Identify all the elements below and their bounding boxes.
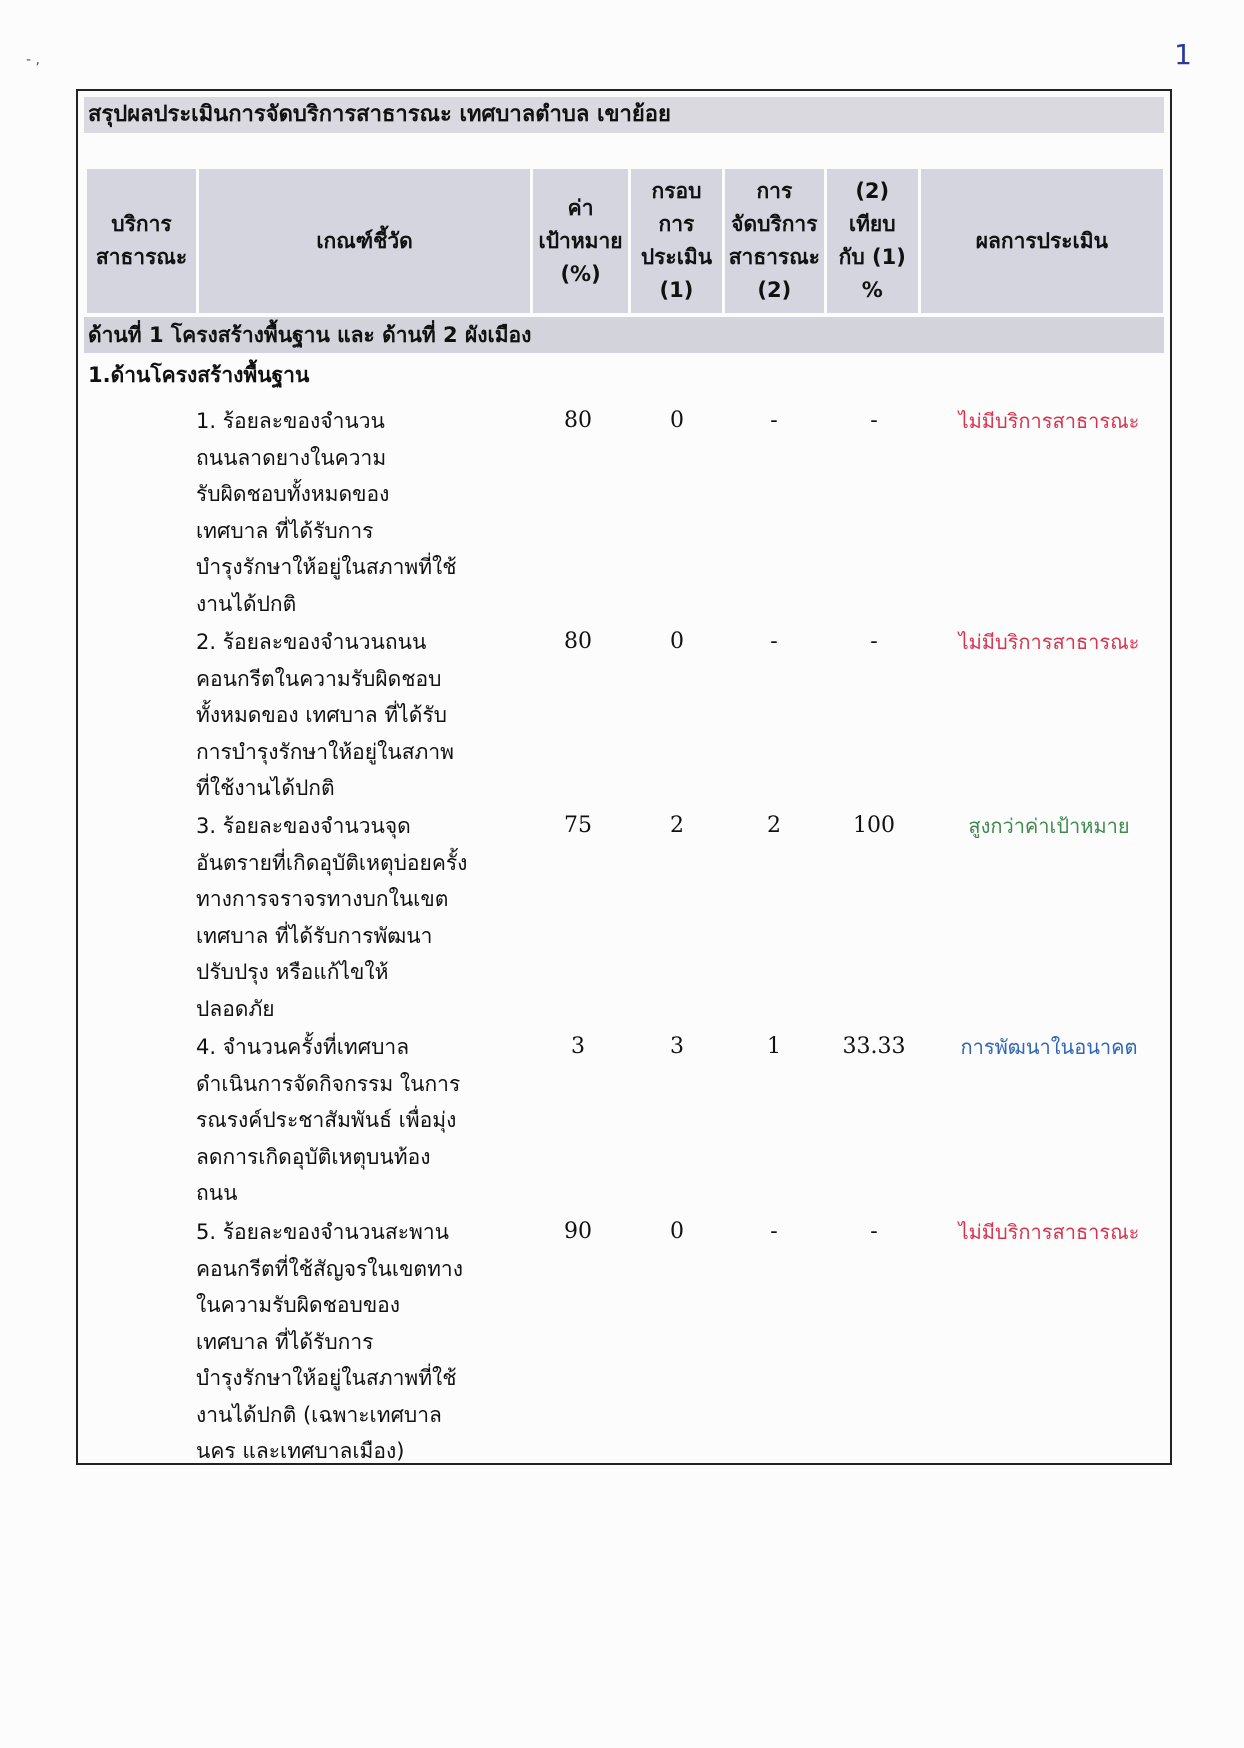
page-number: 1 — [1174, 38, 1192, 71]
scan-mark: - , — [26, 52, 40, 68]
ratio-value: 100 — [853, 813, 895, 838]
column-header-public-service: การ จัดบริการ สาธารณะ (2) — [725, 169, 824, 313]
column-header-criteria: เกณฑ์ชี้วัด — [199, 169, 530, 313]
criterion-text: 5. ร้อยละของจำนวนสะพาน คอนกรีตที่ใช้สัญจรในเขตทาง ในความรับผิดชอบของ เทศบาล ที่ได้รับการ บำรุงรักษาให้อยู่ในสภาพที่ใช้ งานได้ปกติ (เฉพาะเทศบาล นคร และเทศบาลเมือง) — [196, 1220, 463, 1463]
result-value: ไม่มีบริการสาธารณะ — [958, 409, 1140, 433]
criterion-text: 1. ร้อยละของจำนวน ถนนลาดยางในความ รับผิดชอบทั้งหมดของ เทศบาล ที่ได้รับการ บำรุงรักษาให้อยู่ในสภาพที่ใช้ งานได้ปกติ — [196, 409, 457, 616]
column-header-ratio: (2) เทียบ กับ (1) % — [827, 169, 918, 313]
column-header-service: บริการ สาธารณะ — [87, 169, 196, 313]
target-value: 90 — [564, 1219, 592, 1244]
column-header-target: ค่า เป้าหมาย (%) — [533, 169, 628, 313]
column-header-result: ผลการประเมิน — [921, 169, 1163, 313]
served-value: - — [770, 1219, 778, 1244]
served-value: - — [770, 629, 778, 654]
frame-value: 2 — [670, 813, 684, 838]
criterion-text: 2. ร้อยละของจำนวนถนน คอนกรีตในความรับผิดชอบ ทั้งหมดของ เทศบาล ที่ได้รับ การบำรุงรักษาให้อยู่ในสภาพ ที่ใช้งานได้ปกติ — [196, 630, 454, 800]
ratio-value: - — [870, 1219, 878, 1244]
result-value: ไม่มีบริการสาธารณะ — [958, 1220, 1140, 1244]
column-header-assessment-frame: กรอบ การ ประเมิน (1) — [631, 169, 722, 313]
frame-value: 3 — [670, 1034, 684, 1059]
criterion-text: 4. จำนวนครั้งที่เทศบาล ดำเนินการจัดกิจกรรม ในการ รณรงค์ประชาสัมพันธ์ เพื่อมุ่ง ลดการเกิดอุบัติเหตุบนท้อง ถนน — [196, 1035, 461, 1205]
ratio-value: - — [870, 629, 878, 654]
target-value: 75 — [564, 813, 592, 838]
table-header — [84, 169, 1166, 313]
ratio-value: - — [870, 408, 878, 433]
target-value: 3 — [571, 1034, 585, 1059]
frame-value: 0 — [670, 408, 684, 433]
result-value: การพัฒนาในอนาคต — [960, 1035, 1138, 1059]
evaluation-table-frame — [76, 89, 1172, 1465]
section-title: ด้านที่ 1 โครงสร้างพื้นฐาน และ ด้านที่ 2 ผังเมือง — [84, 317, 1164, 353]
ratio-value: 33.33 — [842, 1034, 906, 1059]
target-value: 80 — [564, 408, 592, 433]
served-value: - — [770, 408, 778, 433]
subsection-title: 1.ด้านโครงสร้างพื้นฐาน — [88, 363, 310, 387]
table-title: สรุปผลประเมินการจัดบริการสาธารณะ เทศบาลตำบล เขาย้อย — [84, 97, 1164, 133]
target-value: 80 — [564, 629, 592, 654]
result-value: ไม่มีบริการสาธารณะ — [958, 630, 1140, 654]
result-value: สูงกว่าค่าเป้าหมาย — [968, 814, 1130, 838]
served-value: 2 — [767, 813, 781, 838]
served-value: 1 — [767, 1034, 781, 1059]
criterion-text: 3. ร้อยละของจำนวนจุด อันตรายที่เกิดอุบัติเหตุบ่อยครั้ง ทางการจราจรทางบกในเขต เทศบาล ที่ได้รับการพัฒนา ปรับปรุง หรือแก้ไขให้ ปลอดภัย — [196, 814, 468, 1021]
frame-value: 0 — [670, 1219, 684, 1244]
frame-value: 0 — [670, 629, 684, 654]
